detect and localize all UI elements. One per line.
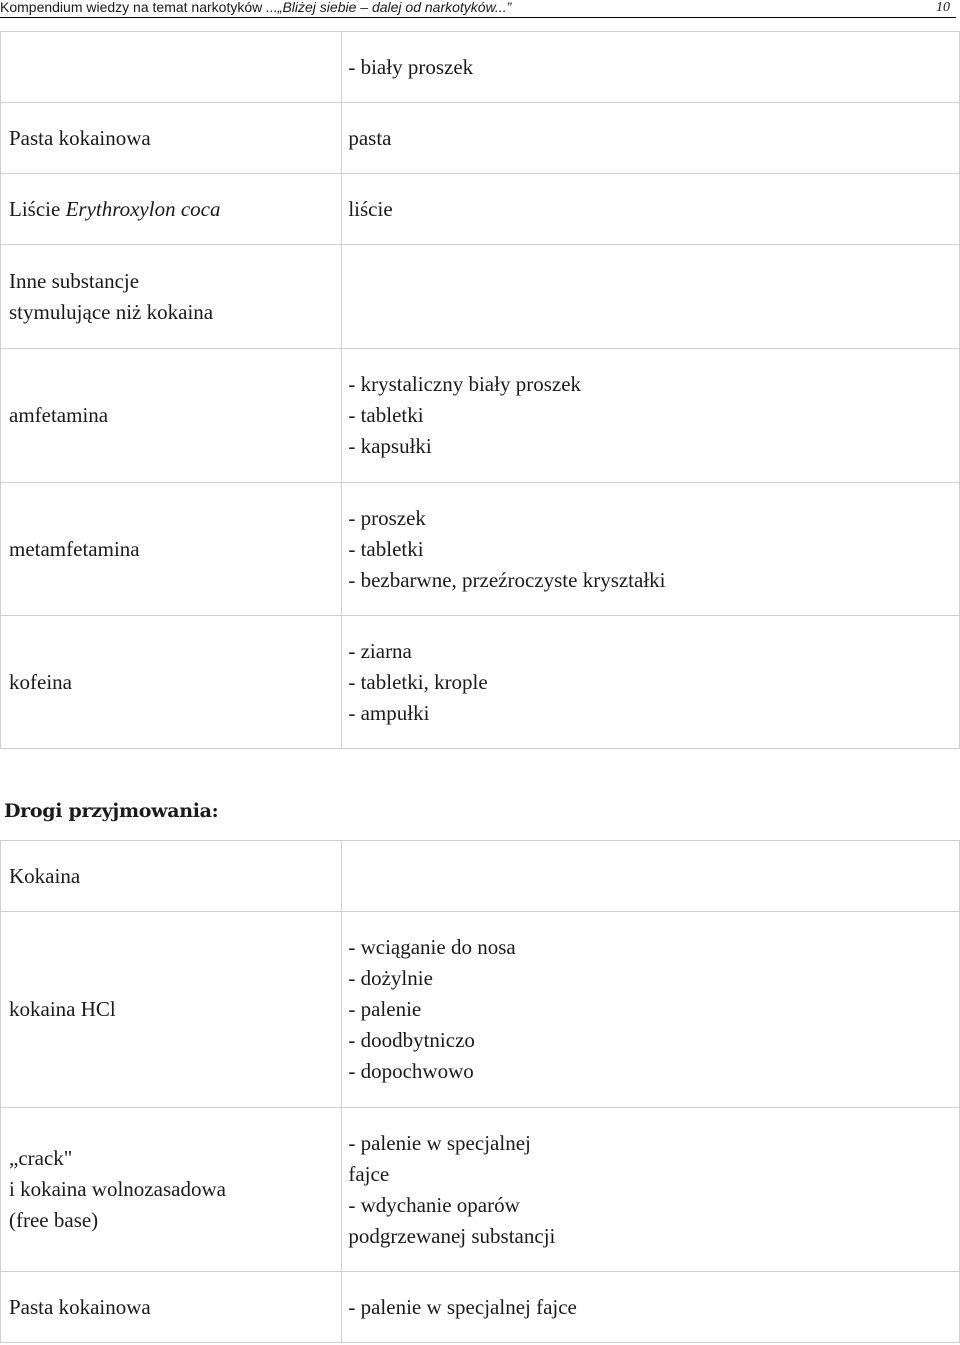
section-heading: Drogi przyjmowania: [4, 800, 219, 822]
table-row [1, 1108, 960, 1272]
header-subtitle: ...„Bliżej siebie – dalej od narkotyków...” [266, 0, 512, 15]
substance-name-latin: Erythroxylon coca [65, 196, 221, 221]
table-row [1, 32, 960, 103]
route-cell [342, 1272, 960, 1343]
substance-name: „crack" [9, 1146, 73, 1170]
substance-cell [1, 174, 342, 245]
route-line: podgrzewanej substancji [348, 1223, 556, 1248]
header-title: Kompendium wiedzy na temat narkotyków [0, 0, 263, 15]
substance-cell [1, 32, 342, 103]
page-header [0, 0, 956, 18]
substance-name [9, 194, 341, 225]
form-line: - tabletki [348, 403, 424, 427]
route-line: - wciąganie do nosa [348, 935, 516, 959]
route-cell [342, 1108, 960, 1272]
substance-cell [1, 245, 342, 349]
route-line: fajce [348, 1161, 390, 1186]
form-line: - krystaliczny biały proszek [348, 372, 582, 396]
substance-name: metamfetamina [9, 536, 140, 561]
substance-name: amfetamina [9, 403, 109, 427]
substance-name: kokaina HCl [9, 997, 116, 1021]
route-cell [342, 841, 960, 912]
substance-name: Pasta kokainowa [9, 125, 151, 150]
form-cell [342, 483, 960, 616]
form-cell [342, 245, 960, 349]
route-line: - dopochwowo [348, 1059, 474, 1083]
form-line: liście [348, 196, 393, 221]
form-line: - biały proszek [348, 54, 474, 79]
substance-name: i kokaina wolnozasadowa [9, 1177, 226, 1201]
route-line: - doodbytniczo [348, 1028, 475, 1052]
form-cell [342, 103, 960, 174]
form-cell [342, 349, 960, 483]
route-line: - palenie w specjalnej [348, 1130, 531, 1155]
routes-table [0, 840, 960, 1343]
substance-name: kofeina [9, 669, 72, 694]
table-row [1, 841, 960, 912]
form-cell [342, 174, 960, 245]
substance-name: (free base) [9, 1208, 99, 1232]
table-row [1, 912, 960, 1108]
substance-name: Inne substancje [9, 268, 140, 293]
form-line: - proszek [348, 505, 426, 530]
table-row [1, 616, 960, 749]
route-cell [342, 912, 960, 1108]
table-row [1, 103, 960, 174]
form-cell [342, 616, 960, 749]
substance-cell [1, 1272, 342, 1343]
form-cell [342, 32, 960, 103]
route-line: - palenie [348, 997, 422, 1021]
form-line: - ziarna [348, 638, 412, 663]
form-line: - tabletki [348, 536, 424, 561]
substance-cell [1, 616, 342, 749]
table-row [1, 174, 960, 245]
substance-name-plain: Liście [9, 196, 66, 221]
table-row [1, 1272, 960, 1343]
substance-cell [1, 1108, 342, 1272]
substance-cell [1, 912, 342, 1108]
substance-cell [1, 103, 342, 174]
substance-name: stymulujące niż kokaina [9, 299, 214, 324]
forms-table [0, 31, 960, 749]
form-line: - bezbarwne, przeźroczyste kryształki [348, 567, 666, 592]
form-line: - ampułki [348, 700, 430, 725]
substance-cell [1, 349, 342, 483]
substance-cell [1, 483, 342, 616]
form-line: - tabletki, krople [348, 669, 488, 694]
route-line: - dożylnie [348, 966, 433, 990]
page-number: 10 [936, 0, 950, 15]
route-line: - wdychanie oparów [348, 1192, 520, 1217]
substance-name: Pasta kokainowa [9, 1294, 151, 1319]
substance-name: Kokaina [9, 863, 81, 888]
form-line: pasta [348, 125, 392, 150]
table-row [1, 483, 960, 616]
table-row [1, 245, 960, 349]
route-line: - palenie w specjalnej fajce [348, 1294, 577, 1319]
substance-cell [1, 841, 342, 912]
form-line: - kapsułki [348, 434, 432, 458]
table-row [1, 349, 960, 483]
